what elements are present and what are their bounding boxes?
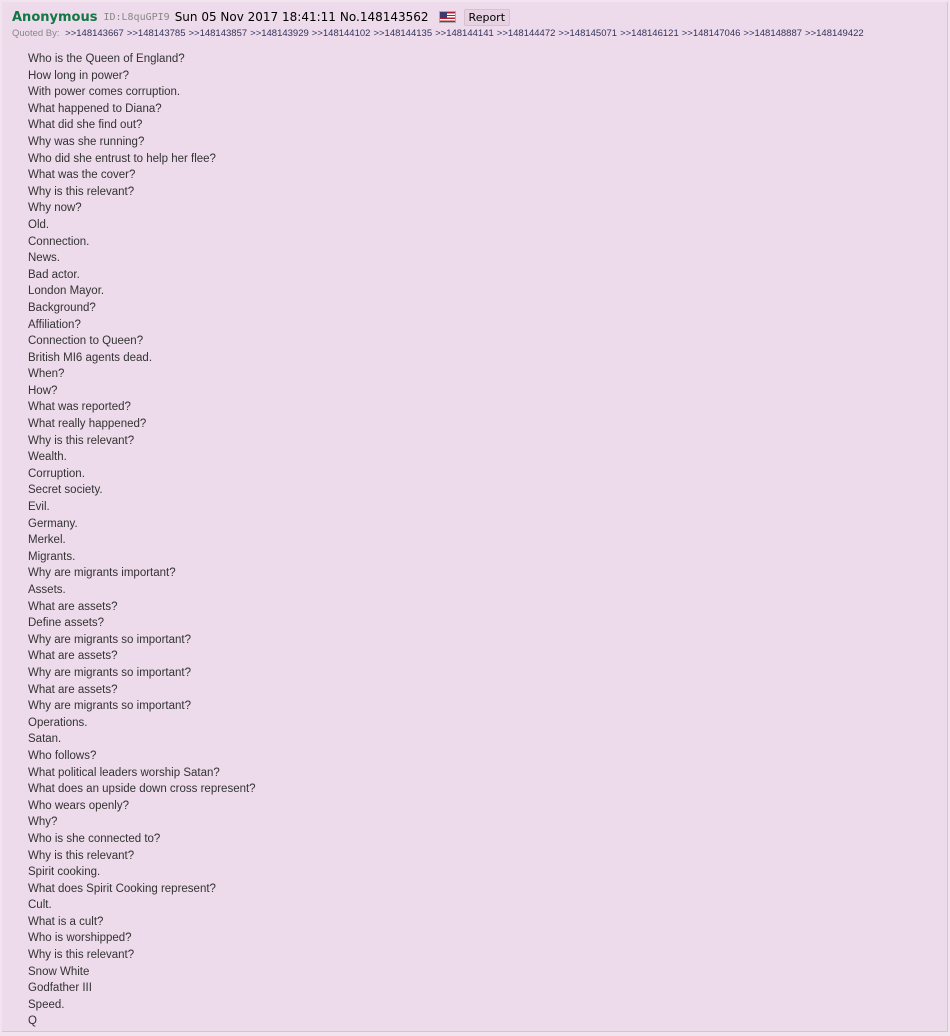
poster-name: Anonymous [12,9,98,25]
message-line: What are assets? [28,650,118,663]
backlink-quote-link[interactable]: >>148144472 [496,28,556,39]
backlink-quote-link[interactable]: >>148143667 [65,28,124,39]
message-line: Who is she connected to? [28,832,161,845]
message-line: Bad actor. [28,268,80,281]
message-line: Why are migrants important? [28,567,176,580]
message-line: Who did she entrust to help her flee? [28,152,216,165]
message-line: With power comes corruption. [28,86,181,99]
message-line: Assets. [28,584,66,596]
message-line: Connection. [28,235,90,248]
us-flag-icon [439,11,456,23]
message-line: Why was she running? [28,135,145,148]
backlink-quote-link[interactable]: >>148147046 [681,28,741,39]
message-line: London Mayor. [28,285,105,298]
message-line: Migrants. [28,550,76,563]
message-line: Define assets? [28,617,105,630]
message-line: British MI6 agents dead. [28,351,153,364]
message-line: Merkel. [28,534,66,547]
message-line: Godfather III [28,982,92,995]
message-line: What does an upside down cross represent? [28,783,256,796]
quoted-by-label: Quoted By: [12,28,60,39]
message-line: How long in power? [28,69,130,82]
message-line: Why is this relevant? [28,434,135,447]
message-line: Why are migrants so important? [28,666,191,679]
message-line: What was reported? [28,401,131,414]
backlink-quote-link[interactable]: >>148144141 [435,28,494,39]
message-line: Why is this relevant? [28,849,135,862]
message-line: Spirit cooking. [28,866,101,879]
message-line: Secret society. [28,484,103,497]
message-line: Why? [28,816,58,829]
backlink-quote-link[interactable]: >>148144102 [311,28,371,39]
message-line: What are assets? [28,600,118,613]
message-line: Who is the Queen of England? [28,53,185,65]
message-line: What does Spirit Cooking represent? [28,882,216,895]
report-button[interactable]: Report [464,9,510,26]
message-line: Q [28,1015,37,1028]
backlink-quote-link[interactable]: >>148148887 [743,28,803,39]
backlink-quote-link[interactable]: >>148149422 [805,28,864,39]
message-line: What is a cult? [28,915,104,928]
message-line: Who wears openly? [28,799,129,812]
backlink-quote-link[interactable]: >>148144135 [373,28,433,39]
message-line: Why are migrants so important? [28,700,191,713]
message-line: How? [28,384,58,397]
message-line: Background? [28,301,96,314]
post [2,2,948,1032]
post-header [12,8,510,26]
message-line: Why now? [28,202,82,215]
backlink-quote-link[interactable]: >>148145071 [558,28,618,39]
post-message [28,51,256,1030]
message-line: Who is worshipped? [28,932,132,945]
message-line: What happened to Diana? [28,102,162,115]
message-line: Connection to Queen? [28,335,144,348]
message-line: Speed. [28,998,65,1011]
message-line: Snow White [28,965,90,978]
flag-canton [440,12,447,18]
backlink-quote-link[interactable]: >>148143857 [188,28,248,39]
poster-id[interactable]: ID:L8quGPI9 [103,11,170,23]
message-line: Why is this relevant? [28,949,135,962]
message-line: Operations. [28,716,88,729]
post-datetime: Sun 05 Nov 2017 18:41:11 [174,10,336,24]
message-line: Wealth. [28,451,67,464]
message-line: Satan. [28,733,62,746]
message-line: When? [28,368,65,381]
message-line: What political leaders worship Satan? [28,766,220,779]
message-line: What did she find out? [28,119,143,132]
message-line: Corruption. [28,467,85,480]
message-line: What are assets? [28,683,118,696]
quoted-by-backlinks [12,28,864,39]
message-line: Cult. [28,899,52,912]
message-line: What was the cover? [28,169,136,182]
message-line: Old. [28,218,50,231]
message-line: News. [28,252,60,265]
backlink-quote-link[interactable]: >>148146121 [620,28,679,39]
message-line: Affiliation? [28,318,81,331]
backlink-quote-link[interactable]: >>148143929 [250,28,309,39]
message-line: Why are migrants so important? [28,633,191,646]
message-line: Evil. [28,501,50,514]
post-number-link[interactable]: No.148143562 [339,10,429,24]
message-line: What really happened? [28,418,147,431]
message-line: Why is this relevant? [28,185,135,198]
message-line: Who follows? [28,749,97,762]
backlink-quote-link[interactable]: >>148143785 [126,28,186,39]
message-line: Germany. [28,517,78,530]
